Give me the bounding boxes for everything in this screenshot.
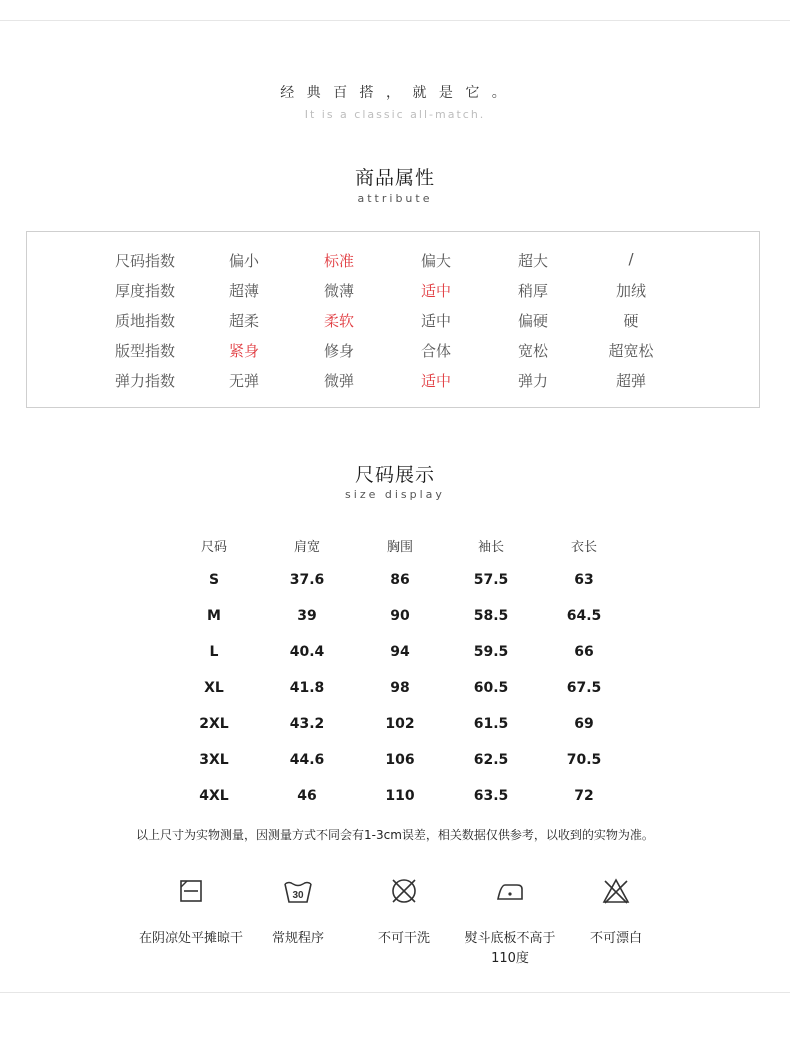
wash-30-normal-icon <box>283 876 313 906</box>
size-table-cell: 72 <box>574 788 594 804</box>
size-label: 2XL <box>199 716 229 732</box>
size-table-cell: 61.5 <box>473 716 509 732</box>
size-table-cell: 64.5 <box>566 608 602 624</box>
size-label: XL <box>204 680 224 696</box>
attribute-option: 超宽松 <box>608 342 654 360</box>
size-table-cell: 63.5 <box>473 788 509 804</box>
size-label: 4XL <box>199 788 229 804</box>
size-subtitle: size display <box>345 488 445 501</box>
attribute-option: 稍厚 <box>517 282 549 300</box>
attribute-option: 偏硬 <box>517 312 549 330</box>
dry-flat-in-shade-icon <box>176 876 206 906</box>
size-table-cell: 110 <box>385 788 415 804</box>
attribute-option: 超薄 <box>228 282 260 300</box>
attribute-option: 硬 <box>623 312 639 330</box>
attributes-box <box>26 231 760 408</box>
size-table-cell: 40.4 <box>289 644 325 660</box>
size-table-header: 袖长 <box>477 540 505 555</box>
size-table-cell: 41.8 <box>289 680 325 696</box>
iron-low-temp-icon <box>495 876 525 906</box>
size-table-cell: 102 <box>385 716 415 732</box>
attribute-option: 超弹 <box>615 372 647 390</box>
attribute-option: 合体 <box>420 342 452 360</box>
size-table-cell: 43.2 <box>289 716 325 732</box>
size-table-cell: 69 <box>574 716 594 732</box>
size-table-cell: 57.5 <box>473 572 509 588</box>
attribute-label: 质地指数 <box>114 312 176 330</box>
size-table-header: 衣长 <box>570 540 598 555</box>
care-label-no-dry-clean: 不可干洗 <box>377 931 430 946</box>
attribute-option-selected: 紧身 <box>228 342 260 360</box>
attribute-row <box>27 310 761 334</box>
attribute-row <box>27 370 761 394</box>
attribute-option: 微弹 <box>323 372 355 390</box>
size-table-cell: 67.5 <box>566 680 602 696</box>
no-dry-clean-icon <box>389 876 419 906</box>
attribute-option: 偏小 <box>228 252 260 270</box>
attribute-option: 宽松 <box>517 342 549 360</box>
attribute-label: 版型指数 <box>114 342 176 360</box>
top-divider <box>0 20 790 21</box>
size-label: L <box>209 644 219 660</box>
size-label: M <box>207 608 221 624</box>
size-table-header: 肩宽 <box>293 540 321 555</box>
size-table-cell: 44.6 <box>289 752 325 768</box>
care-label-dry-flat: 在阴凉处平摊晾干 <box>138 931 243 946</box>
measurement-note: 以上尺寸为实物测量，因测量方式不同会有1-3cm误差，相关数据仅供参考，以收到的实物为准。 <box>136 828 654 842</box>
attribute-row <box>27 280 761 304</box>
care-label-no-bleach: 不可漂白 <box>589 931 642 946</box>
size-table-cell: 62.5 <box>473 752 509 768</box>
size-table-cell: 98 <box>390 680 410 696</box>
size-table-header: 胸围 <box>386 540 414 555</box>
size-table-cell: 86 <box>390 572 410 588</box>
attribute-option-selected: 柔软 <box>323 312 355 330</box>
no-bleach-icon <box>601 876 631 906</box>
slogan-english: It is a classic all-match. <box>304 108 486 121</box>
size-table-cell: 46 <box>297 788 317 804</box>
attribute-option: 偏大 <box>420 252 452 270</box>
size-table-cell: 59.5 <box>473 644 509 660</box>
bottom-divider <box>0 992 790 993</box>
attribute-option: 超大 <box>517 252 549 270</box>
size-table-cell: 94 <box>390 644 410 660</box>
size-table-cell: 60.5 <box>473 680 509 696</box>
attribute-option-selected: 适中 <box>420 282 452 300</box>
attribute-option: 超柔 <box>228 312 260 330</box>
size-table-cell: 66 <box>574 644 594 660</box>
size-table-cell: 39 <box>297 608 317 624</box>
wash-temp-text: 30 <box>292 890 304 901</box>
size-label: 3XL <box>199 752 229 768</box>
attribute-option: 加绒 <box>615 282 647 300</box>
size-table-cell: 70.5 <box>566 752 602 768</box>
size-title: 尺码展示 <box>354 464 435 486</box>
size-label: S <box>208 572 220 588</box>
attribute-option: 微薄 <box>323 282 355 300</box>
size-table-cell: 37.6 <box>289 572 325 588</box>
attribute-option: / <box>628 250 634 268</box>
size-table-cell: 58.5 <box>473 608 509 624</box>
attributes-title: 商品属性 <box>354 167 435 189</box>
attribute-option-selected: 标准 <box>323 252 355 270</box>
attributes-subtitle: attribute <box>357 192 433 205</box>
attribute-option: 适中 <box>420 312 452 330</box>
care-label-wash: 常规程序 <box>271 931 324 946</box>
attribute-option: 无弹 <box>228 372 260 390</box>
slogan: 经 典 百 搭 ， 就 是 它 。 <box>280 85 510 101</box>
attribute-label: 厚度指数 <box>114 282 176 300</box>
attribute-row <box>27 340 761 364</box>
size-table-header: 尺码 <box>200 540 228 555</box>
size-table-cell: 106 <box>385 752 415 768</box>
care-label-iron: 熨斗底板不高于110度 <box>464 931 556 966</box>
attribute-option: 弹力 <box>517 372 549 390</box>
attribute-option-selected: 适中 <box>420 372 452 390</box>
attribute-label: 弹力指数 <box>114 372 176 390</box>
attribute-row <box>27 250 761 274</box>
size-table-cell: 90 <box>390 608 410 624</box>
attribute-label: 尺码指数 <box>114 252 176 270</box>
attribute-option: 修身 <box>323 342 355 360</box>
size-table-cell: 63 <box>574 572 594 588</box>
